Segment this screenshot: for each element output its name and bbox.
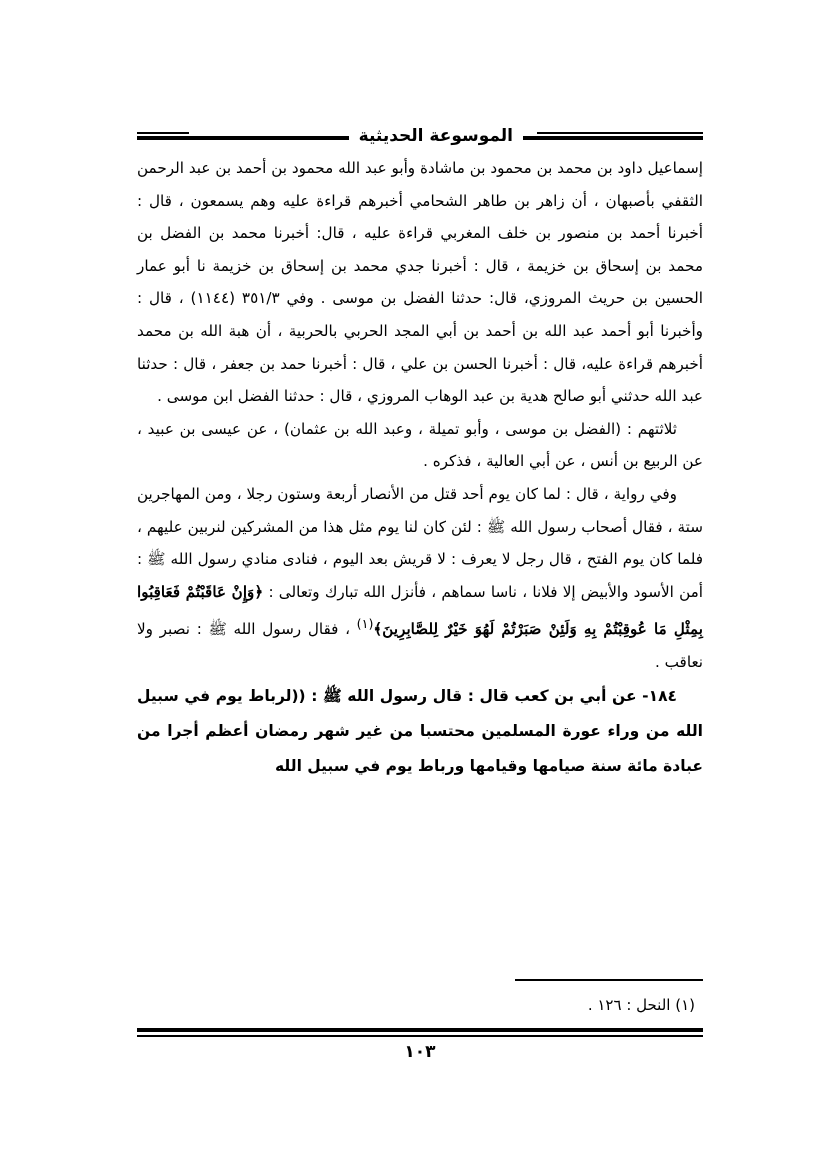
page-title: الموسوعة الحديثية [349, 126, 523, 146]
header-rule-left [137, 132, 189, 134]
book-page [137, 120, 703, 1062]
narration-text: وفي رواية ، قال : لما كان يوم أحد قتل من الأنصار أربعة وستون رجلا ، ومن المهاجرين ستة ، فقال أصحاب رسول الله ﷺ : لئن كان لنا يوم مثل هذا من المشركين لنربين عليهم ، فلما كان يوم الفتح ، قال رجل لا يعرف : لا قريش بعد اليوم ، فنادى منادي رسول الله ﷺ : أمن الأسود والأبيض إلا فلانا ، ناسا سماهم ، فأنزل الله تبارك وتعالى : [137, 484, 703, 601]
page-header [137, 120, 703, 152]
footer-rule-thin [137, 1035, 703, 1037]
narration-ending: ، فقال رسول الله ﷺ : نصبر ولا نعاقب . [137, 620, 703, 671]
quran-verse: ﴿وَإِنْ عَاقَبْتُمْ فَعَاقِبُوا بِمِثْلِ مَا عُوقِبْتُمْ بِهِ وَلَئِنْ صَبَرْتُمْ لَهُوَ خَيْرٌ لِلصَّابِرِينَ﴾ [137, 582, 703, 639]
paragraph-summary: ثلاثتهم : (الفضل بن موسى ، وأبو تميلة ، وعبد الله بن عثمان) ، عن عيسى بن عبيد ، عن الربيع بن أنس ، عن أبي العالية ، فذكره . [137, 419, 703, 471]
page-number: ١٠٣ [404, 1042, 436, 1062]
footnote-separator [515, 979, 703, 981]
main-text [137, 152, 703, 784]
hadith-184: ١٨٤- عن أبي بن كعب قال : قال رسول الله ﷺ : ((لرباط يوم في سبيل الله من وراء عورة المسلمين محتسبا من غير شهر رمضان أعظم أجرا من عبادة مائة سنة صيامها وقيامها ورباط يوم في سبيل الله [137, 686, 703, 775]
header-rule-right [537, 132, 703, 134]
footer-rule-thick [137, 1028, 703, 1032]
paragraph-narration [137, 478, 703, 679]
footnote-marker: (١) [356, 616, 374, 632]
paragraph-isnad: إسماعيل داود بن محمد بن محمود بن ماشادة وأبو عبد الله محمود بن أحمد بن عبد الرحمن الثقفي بأصبهان ، أن زاهر بن طاهر الشحامي أخبرهم قراءة عليه وهم يسمعون ، قال : أخبرنا أحمد بن منصور بن خلف المغربي قراءة عليه ، قال: أخبرنا محمد بن الفضل بن محمد بن إسحاق بن خزيمة ، قال : أخبرنا جدي محمد بن إسحاق بن خزيمة نا أبو عمار الحسين بن حريث المروزي، قال: حدثنا الفضل بن موسى . وفي ٣٥١/٣ (١١٤٤) ، قال : وأخبرنا أبو أحمد عبد الله بن أحمد بن أبي المجد الحربي بالحربية ، أن هبة الله بن محمد أخبرهم قراءة عليه، قال : أخبرنا الحسن بن علي ، قال : أخبرنا حمد بن جعفر ، قال : حدثنا عبد الله حدثني أبو صالح هدية بن عبد الوهاب المروزي ، قال : حدثنا الفضل ابن موسى . [137, 159, 703, 406]
footnote: (١) النحل : ١٢٦ . [587, 996, 695, 1014]
